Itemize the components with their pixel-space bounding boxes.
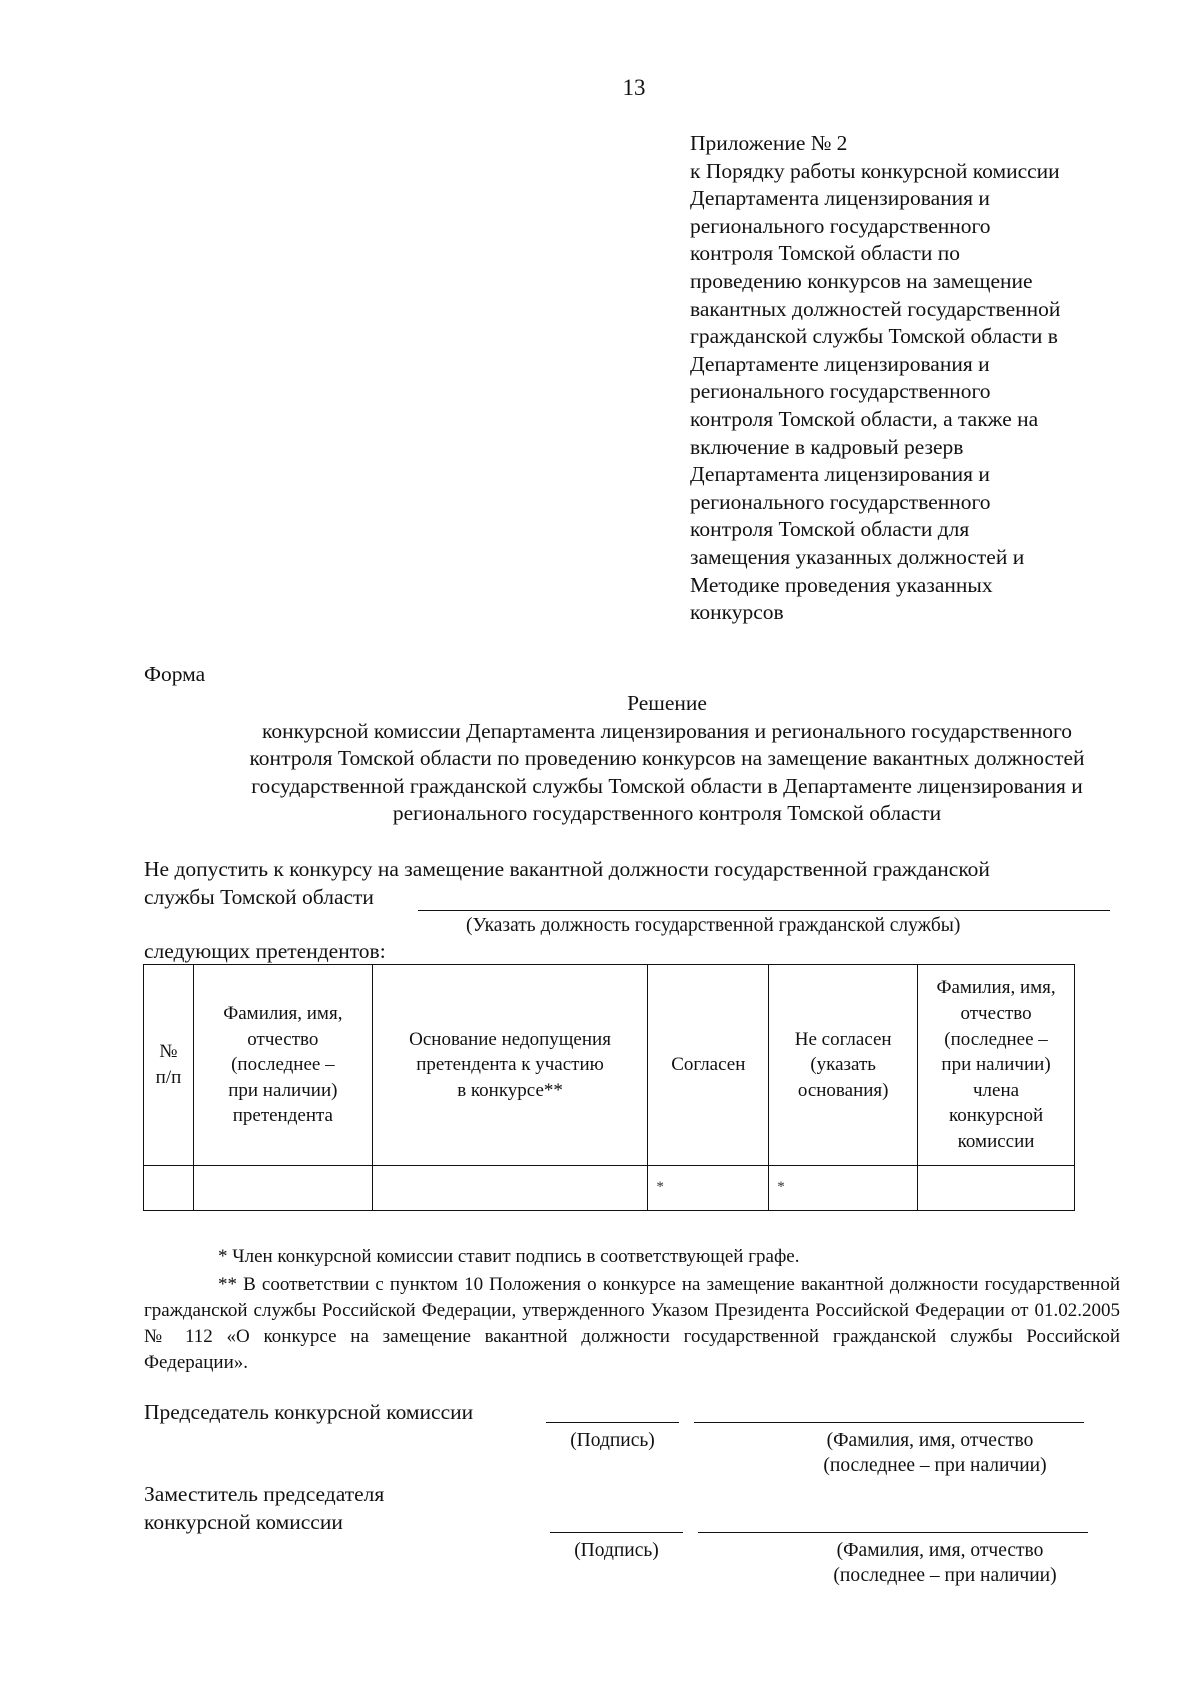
appendix-line: контроля Томской области, а также на bbox=[690, 406, 1039, 431]
header-candidate: Фамилия, имя, отчество (последнее – при наличии) претендента bbox=[193, 965, 372, 1166]
appendix-line: регионального государственного bbox=[690, 379, 991, 404]
appendix-line: замещения указанных должностей и bbox=[690, 544, 1025, 569]
deputy-name-caption-2: (последнее – при наличии) bbox=[833, 1565, 1057, 1586]
deputy-label-2: конкурсной комиссии bbox=[144, 1510, 343, 1534]
body-line-3: следующих претендентов: bbox=[144, 939, 386, 963]
deputy-name-line[interactable] bbox=[698, 1532, 1088, 1533]
chair-signature-line[interactable] bbox=[546, 1422, 679, 1423]
cell-reason[interactable] bbox=[372, 1166, 648, 1211]
candidates-table bbox=[143, 964, 1075, 1211]
decision-title-line: конкурсной комиссии Департамента лицензирования и регионального государственного bbox=[261, 718, 1073, 743]
cell-member[interactable] bbox=[918, 1166, 1075, 1211]
table-row bbox=[144, 1166, 1075, 1211]
header-agree: Согласен bbox=[648, 965, 769, 1166]
appendix-line: регионального государственного bbox=[690, 489, 991, 514]
appendix-line: Департамента лицензирования и bbox=[690, 462, 990, 487]
header-reason: Основание недопущения претендента к участию в конкурсе** bbox=[372, 965, 648, 1166]
appendix-line: Приложение № 2 bbox=[690, 131, 848, 155]
header-member: Фамилия, имя, отчество (последнее – при наличии) члена конкурсной комиссии bbox=[918, 965, 1075, 1166]
appendix-line: контроля Томской области по bbox=[690, 241, 960, 266]
body-line-1: Не допустить к конкурсу на замещение вакантной должности государственной гражданской bbox=[144, 857, 990, 881]
header-num: № п/п bbox=[144, 965, 194, 1166]
cell-candidate[interactable] bbox=[193, 1166, 372, 1211]
deputy-signature-caption: (Подпись) bbox=[574, 1540, 659, 1561]
appendix-line: к Порядку работы конкурсной комиссии bbox=[690, 158, 1060, 183]
appendix-line: гражданской службы Томской области в bbox=[690, 324, 1058, 349]
page-number: 13 bbox=[622, 75, 646, 100]
position-hint: (Указать должность государственной гражданской службы) bbox=[466, 915, 961, 936]
appendix-line: регионального государственного bbox=[690, 213, 991, 238]
chair-signature-caption: (Подпись) bbox=[570, 1430, 655, 1451]
appendix-line: проведению конкурсов на замещение bbox=[690, 268, 1033, 293]
chair-name-caption-1: (Фамилия, имя, отчество bbox=[826, 1430, 1034, 1451]
deputy-name-caption-1: (Фамилия, имя, отчество bbox=[836, 1540, 1044, 1561]
appendix-line: вакантных должностей государственной bbox=[690, 296, 1061, 321]
deputy-signature-line[interactable] bbox=[550, 1532, 683, 1533]
decision-title-line: контроля Томской области по проведению конкурсов на замещение вакантных должностей bbox=[249, 746, 1085, 770]
cell-agree[interactable]: * bbox=[648, 1166, 769, 1211]
header-disagree: Не согласен (указать основания) bbox=[769, 965, 918, 1166]
deputy-label-1: Заместитель председателя bbox=[144, 1482, 385, 1506]
appendix-line: контроля Томской области для bbox=[690, 517, 970, 542]
decision-title bbox=[144, 690, 1190, 828]
position-fill-line[interactable] bbox=[418, 910, 1110, 911]
decision-title-line: государственной гражданской службы Томской области в Департаменте лицензирования и bbox=[251, 773, 1083, 798]
appendix-line: конкурсов bbox=[690, 600, 784, 625]
footnote-1: * Член конкурсной комиссии ставит подпись в соответствующей графе. bbox=[218, 1246, 800, 1267]
form-label: Форма bbox=[144, 662, 206, 686]
chair-name-line[interactable] bbox=[694, 1422, 1084, 1423]
appendix-block bbox=[690, 130, 1060, 627]
decision-heading: Решение bbox=[627, 691, 707, 715]
chair-name-caption-2: (последнее – при наличии) bbox=[823, 1455, 1047, 1476]
appendix-line: Методике проведения указанных bbox=[690, 572, 993, 597]
chair-label: Председатель конкурсной комиссии bbox=[144, 1400, 474, 1424]
appendix-line: Департаменте лицензирования и bbox=[690, 351, 990, 376]
cell-disagree[interactable]: * bbox=[769, 1166, 918, 1211]
appendix-line: включение в кадровый резерв bbox=[690, 434, 964, 459]
footnote-2: ** В соответствии с пунктом 10 Положения о конкурсе на замещение вакантной должности государственной гражданской службы Российской Федерации, утвержденного Указом Президента Российской Федерации от 01.02.2005 № 112 «О конкурсе на замещение вакантной должности государственной гражданской службы Российской Федерации». bbox=[144, 1274, 1120, 1373]
decision-title-line: регионального государственного контроля Томской области bbox=[392, 801, 942, 825]
appendix-line: Департамента лицензирования и bbox=[690, 186, 990, 211]
table-header-row bbox=[144, 965, 1075, 1166]
cell-num[interactable] bbox=[144, 1166, 194, 1211]
body-line-2: службы Томской области bbox=[144, 885, 374, 909]
